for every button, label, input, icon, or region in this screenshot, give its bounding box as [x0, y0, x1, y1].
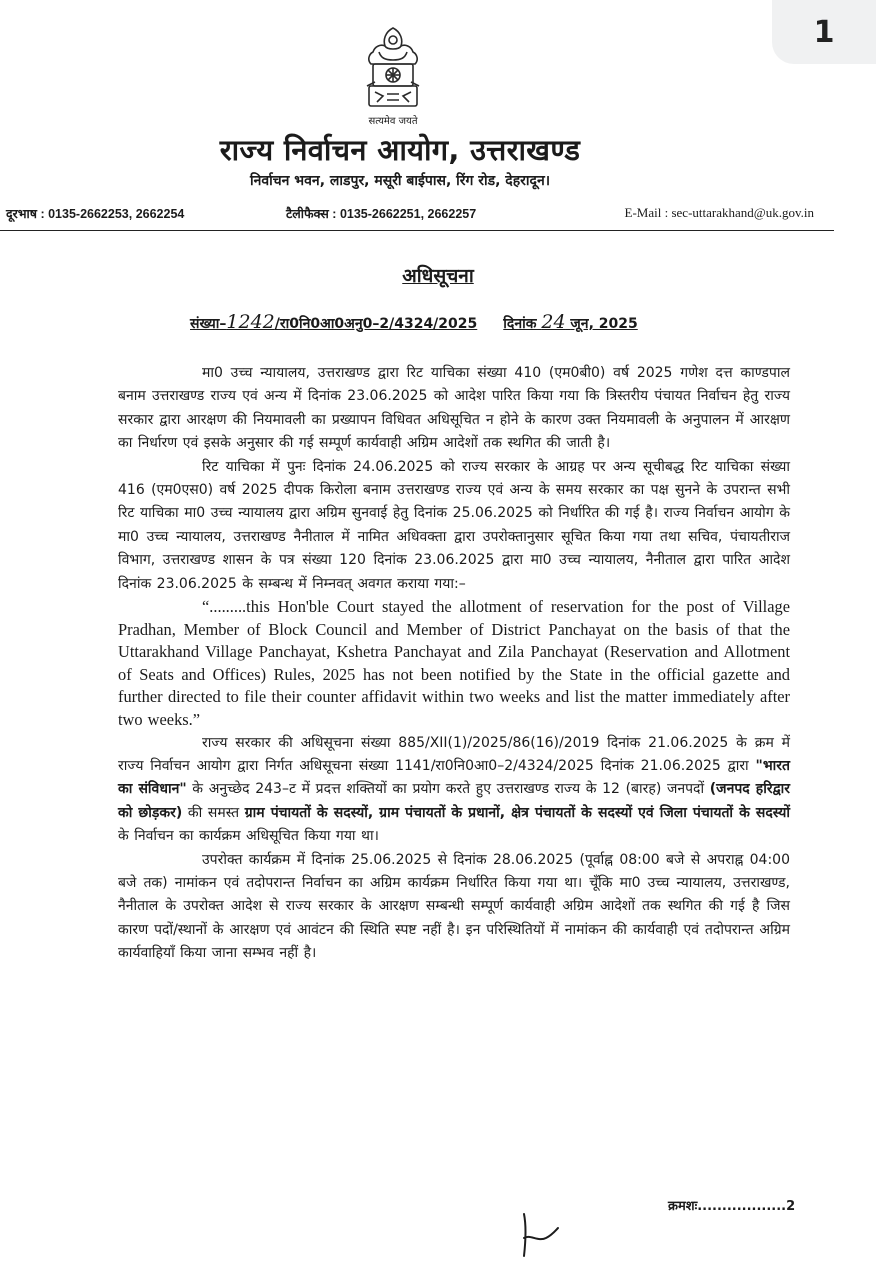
paragraph-2: रिट याचिका में पुनः दिनांक 24.06.2025 को राज्य सरकार के आग्रह पर अन्य सूचीबद्ध रिट याचिका संख्या 416 (एम0एस0) वर्ष 2025 दीपक किरोला बनाम उत्तराखण्ड राज्य एवं अन्य के समय सरकार का पक्ष सुनने के उपरान्त सभी रिट याचिका मा0 उच्च न्यायालय द्वारा अग्रिम सुनवाई हेतु दिनांक 25.06.2025 को निर्धारित की गई है। राज्य निर्वाचन आयोग के मा0 उच्च न्यायालय, उत्तराखण्ड नैनीताल में नामित अधिवक्ता द्वारा उपरोक्तानुसार सूचित किया गया तथा सचिव, पंचायतीराज विभाग, उत्तराखण्ड शासन के पत्र संख्या 120 दिनांक 23.06.2025 द्वारा मा0 उच्च न्यायालय, नैनीताल द्वारा पारित आदेश दिनांक 23.06.2025 के सम्बन्ध में निम्नवत् अवगत कराया गया:–: [118, 458, 790, 592]
date-month-year: जून, 2025: [570, 316, 638, 332]
email-address[interactable]: E-Mail : sec-uttarakhand@uk.gov.in: [624, 205, 814, 220]
commission-name: राज्य निर्वाचन आयोग, उत्तराखण्ड: [219, 133, 581, 167]
phone-number: दूरभाष : 0135-2662253, 2662254: [6, 207, 185, 221]
paragraph-3: राज्य सरकार की अधिसूचना संख्या 885/XII(1)/2025/86(16)/2019 दिनांक 21.06.2025 के क्रम में राज्य निर्वाचन आयोग द्वारा निर्गत अधिसूचना संख्या 1141/रा0नि0आ0–2/4324/2025 दिनांक 21.06.2025 द्वारा "भारत का संविधान" के अनुच्छेद 243–ट में प्रदत्त शक्तियों का प्रयोग करते हुए उत्तराखण्ड राज्य के 12 (बारह) जनपदों (जनपद हरिद्वार को छोड़कर) की समस्त ग्राम पंचायतों के सदस्यों, ग्राम पंचायतों के प्रधानों, क्षेत्र पंचायतों के सदस्यों एवं जिला पंचायतों के सदस्यों के निर्वाचन का कार्यक्रम अधिसूचित किया गया था।: [118, 734, 790, 845]
reference-line: [190, 311, 735, 333]
document-title: अधिसूचना: [402, 265, 474, 287]
letterhead-divider: [0, 230, 834, 231]
signature-mark: [512, 1208, 570, 1266]
emblem-motto: सत्यमेव जयते: [368, 116, 418, 127]
commission-address: निर्वाचन भवन, लाडपुर, मसूरी बाईपास, रिंग रोड, देहरादून।: [249, 173, 551, 189]
fax-number: टैलीफैक्स : 0135-2662251, 2662257: [286, 207, 477, 221]
continued-marker: क्रमशः..................2: [668, 1199, 796, 1214]
page-number-badge: 1: [772, 0, 876, 64]
notification-body: [118, 362, 790, 966]
reference-code: /रा0नि0आ0अनु0–2/4324/2025: [274, 316, 478, 332]
paragraph-1: मा0 उच्च न्यायालय, उत्तराखण्ड द्वारा रिट याचिका संख्या 410 (एम0बी0) वर्ष 2025 गणेश दत्त काण्डपाल बनाम उत्तराखण्ड राज्य एवं अन्य में दिनांक 23.06.2025 को आदेश पारित किया गया कि त्रिस्तरीय पंचायत निर्वाचन हेतु राज्य सरकार द्वारा आरक्षण की नियमावली का प्रख्यापन विधिवत अधिसूचित न होने के कारण उक्त नियमावली के अनुपालन में आरक्षण का निर्धारण एवं इसके अनुसार की गई सम्पूर्ण कार्यवाही अग्रिम आदेशों तक स्थगित की जाती है।: [118, 365, 790, 452]
reference-number: 1242: [226, 311, 275, 333]
reference-prefix: संख्या–: [190, 316, 227, 332]
paragraph-4: उपरोक्त कार्यक्रम में दिनांक 25.06.2025 से दिनांक 28.06.2025 (पूर्वाह्न 08:00 बजे से अपराह्न 04:00 बजे तक) नामांकन एवं तदोपरान्त निर्वाचन का अग्रिम कार्यक्रम निर्धारित किया गया था। चूँकि मा0 उच्च न्यायालय, उत्तराखण्ड, नैनीताल के उपरोक्त आदेश से राज्य सरकार के आरक्षण सम्बन्धी सम्पूर्ण कार्यवाही अग्रिम आदेशों तक स्थगित की गई है जिस कारण पदों/स्थानों के आरक्षण एवं आवंटन की स्थिति स्पष्ट नहीं है। इन परिस्थितियों में नामांकन की कार्यवाही एवं तदोपरान्त अग्रिम कार्यवाहियाँ किया जाना सम्भव नहीं है।: [118, 851, 790, 962]
contact-row: [6, 205, 814, 223]
state-emblem-icon: [355, 24, 431, 114]
court-order-quote: “.........this Hon'ble Court stayed the allotment of reservation for the post of Village Pradhan, Member of Block Council and Member of District Panchayat on the basis of that the Uttarakhand Village Panchayat, Kshetra Panchayat and Zila Panchayat (Reservation and Allotment of Seats and Offices) Rules, 2025 has not been notified by the State in the official gazette and further directed to file their counter affidavit within two weeks and list the matter immediately after two weeks.”: [118, 597, 790, 730]
date-prefix: दिनांक: [503, 316, 537, 332]
date-day: 24: [541, 311, 566, 333]
